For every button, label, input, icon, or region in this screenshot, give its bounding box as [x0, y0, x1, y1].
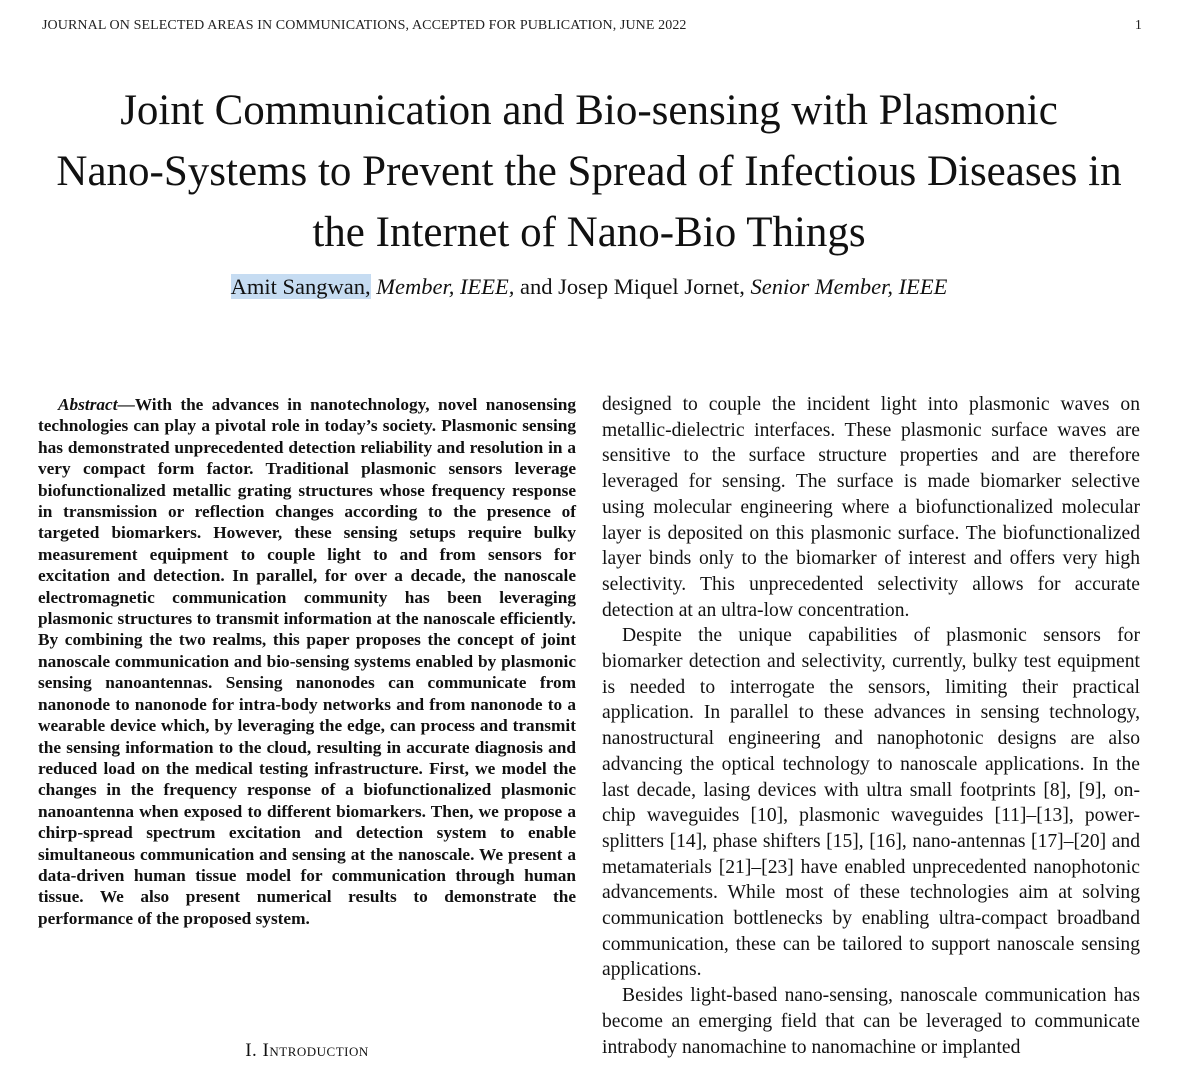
- body-paragraph-3: Besides light-based nano-sensing, nanoscale communication has become an emerging field that can be leveraged to communicate intrabody nanomachine to nanomachine or implanted: [602, 985, 1140, 1058]
- author-line: [0, 272, 1178, 302]
- section-title: Introduction: [262, 1040, 369, 1061]
- title-line-2: Nano-Systems to Prevent the Spread of Infectious Diseases in: [56, 148, 1122, 195]
- paper-title: [0, 80, 1178, 263]
- abstract-text: —With the advances in nanotechnology, novel nanosensing technologies can play a pivotal role in today’s society. Plasmonic sensing has demonstrated unprecedented detection reliability and resolution in a very compact form factor. Traditional plasmonic sensors leverage biofunctionalized metallic grating structures whose frequency response in transmission or reflection changes according to the presence of targeted biomarkers. However, these sensing setups require bulky measurement equipment to couple light to and from sensors for excitation and detection. In parallel, for over a decade, the nanoscale electromagnetic communication community has been leveraging plasmonic structures to transmit information at the nanoscale efficiently. By combining the two realms, this paper proposes the concept of joint nanoscale communication and bio-sensing systems enabled by plasmonic sensing nanoantennas. Sensing nanonodes can communicate from nanonode to nanonode for intra-body networks and from nanonode to a wearable device which, by leveraging the edge, can process and transmit the sensing information to the cloud, resulting in accurate diagnosis and reduced load on the medical testing infrastructure. First, we model the changes in the frequency response of a biofunctionalized plasmonic nanoantenna when exposed to different biomarkers. Then, we propose a chirp-spread spectrum excitation and detection system to enable simultaneous communication and sensing at the nanoscale. We present a data-driven human tissue model for communication through human tissue. We also present numerical results to demonstrate the performance of the proposed system.: [38, 395, 576, 928]
- author-amit-sangwan[interactable]: Amit Sangwan,: [230, 274, 371, 299]
- author-josep-miquel-jornet: and Josep Miquel Jornet,: [519, 274, 745, 299]
- author2-role: Senior Member, IEEE: [750, 274, 948, 299]
- body-paragraph-2: Despite the unique capabilities of plasmonic sensors for biomarker detection and selectivity, currently, bulky test equipment is needed to interrogate the sensors, limiting their practical application. In parallel to these advances in sensing technology, nanostructural engineering and nanophotonic designs are also advancing the optical technology to nanoscale applications. In the last decade, lasing devices with ultra small footprints [8], [9], on-chip waveguides [10], plasmonic waveguides [11]–[13], power-splitters [14], phase shifters [15], [16], nano-antennas [17]–[20] and metamaterials [21]–[23] have enabled unprecedented nanophotonic advancements. While most of these technologies aim at solving communication bottlenecks by enabling ultra-compact broadband communication, these can be tailored to support nanoscale sensing applications.: [602, 625, 1140, 981]
- right-column: [602, 392, 1140, 1060]
- abstract-label: Abstract: [58, 395, 118, 414]
- journal-name: JOURNAL ON SELECTED AREAS IN COMMUNICATIONS, ACCEPTED FOR PUBLICATION, JUNE 2022: [42, 18, 687, 33]
- author1-role: Member, IEEE,: [376, 274, 515, 299]
- title-line-3: the Internet of Nano-Bio Things: [312, 209, 866, 256]
- left-column: [38, 394, 576, 929]
- body-paragraph-1: designed to couple the incident light into plasmonic waves on metallic-dielectric interfaces. These plasmonic surface waves are sensitive to the surface structure properties and are therefore leveraged for sensing. The surface is made biomarker selective using molecular engineering where a biofunctionalized molecular layer is deposited on this plasmonic surface. The biofunctionalized layer binds only to the biomarker of interest and offers very high selectivity. This unprecedented selectivity allows for accurate detection at an ultra-low concentration.: [602, 394, 1140, 621]
- abstract: [38, 394, 576, 929]
- page-number: 1: [1134, 18, 1142, 33]
- section-number: I.: [245, 1040, 258, 1061]
- section-heading-introduction: [38, 1040, 576, 1062]
- title-line-1: Joint Communication and Bio-sensing with Plasmonic: [120, 87, 1058, 134]
- running-header: [42, 18, 1142, 38]
